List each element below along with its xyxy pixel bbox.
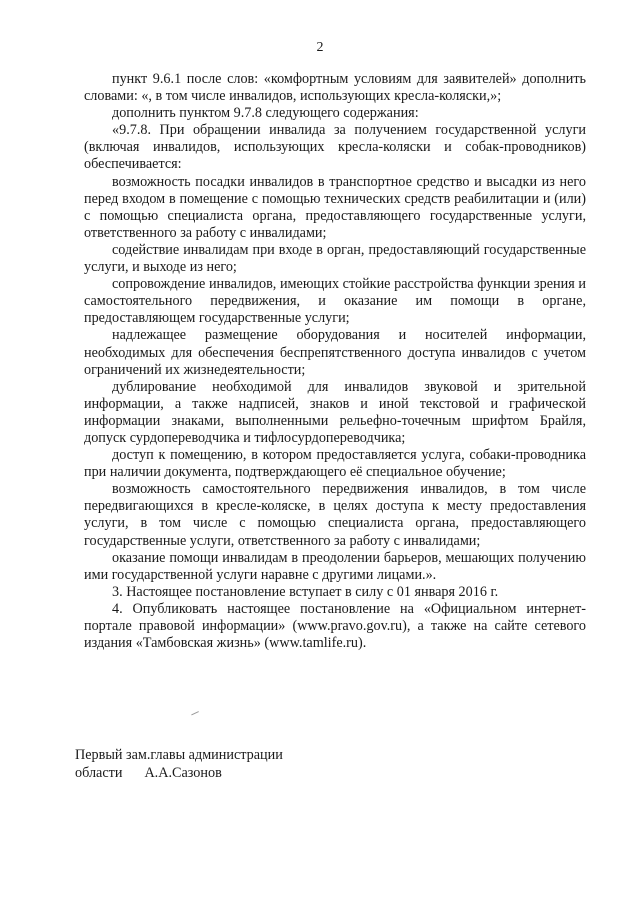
paragraph-6: сопровождение инвалидов, имеющих стойкие расстройства функции зрения и самостоятельного передвижения, и оказание им помощи в органе, предоставляющем государственные услуги; — [84, 276, 586, 327]
paragraph-12: 3. Настоящее постановление вступает в силу с 01 января 2016 г. — [112, 583, 499, 600]
paragraph-5: содействие инвалидам при входе в орган, предоставляющий государственные услуги, и выходе из него; — [84, 241, 586, 276]
paragraph-4: возможность посадки инвалидов в транспортное средство и высадки из него перед входом в помещение с помощью технических средств реабилитации и (или) с помощью специалиста органа, предоставляющего государственные услуги, ответственного за работу с инвалидами; — [84, 173, 586, 241]
page-number: 2 — [316, 40, 324, 55]
signatory-region: области — [75, 765, 123, 781]
paragraph-10: возможность самостоятельного передвижения инвалидов, в том числе передвигающихся в кресле-коляске, в целях доступа к месту предоставления услуги, в том числе с помощью специалиста органа, предоставляющего государственные услуги, ответственного за работу с инвалидами; — [84, 481, 586, 549]
document-body — [84, 71, 586, 652]
signatory-name: А.А.Сазонов — [144, 765, 222, 781]
paragraph-7: надлежащее размещение оборудования и носителей информации, необходимых для обеспечения беспрепятственного доступа инвалидов с учетом ограничений их жизнедеятельности; — [84, 327, 586, 378]
paragraph-2: дополнить пунктом 9.7.8 следующего содержания: — [112, 105, 419, 122]
paragraph-8: дублирование необходимой для инвалидов звуковой и зрительной информации, а также надписей, знаков и иной текстовой и графической информации знаками, выполненными рельефно-точечным шрифтом Брайля, допуск сурдопереводчика и тифлосурдопереводчика; — [84, 378, 586, 446]
paragraph-9: доступ к помещению, в котором предоставляется услуга, собаки-проводника при наличии документа, подтверждающего её специальное обучение; — [84, 447, 586, 481]
paragraph-13: 4. Опубликовать настоящее постановление на «Официальном интернет-портале правовой информации» (www.pravo.gov.ru), а также на сайте сетевого издания «Тамбовская жизнь» (www.tamlife.ru). — [84, 600, 586, 652]
paragraph-11: оказание помощи инвалидам в преодолении барьеров, мешающих получению ими государственной услуги наравне с другими лицами.». — [84, 549, 586, 583]
signatory-title: Первый зам.главы администрации — [75, 747, 283, 763]
signature-block — [75, 746, 283, 782]
paragraph-3: «9.7.8. При обращении инвалида за получением государственной услуги (включая инвалидов, использующих кресла-коляски и собак-проводников) обеспечивается: — [84, 122, 586, 173]
pen-mark — [189, 707, 199, 716]
paragraph-1: пункт 9.6.1 после слов: «комфортным условиям для заявителей» дополнить словами: «, в том числе инвалидов, использующих кресла-коляски,»; — [84, 71, 586, 105]
